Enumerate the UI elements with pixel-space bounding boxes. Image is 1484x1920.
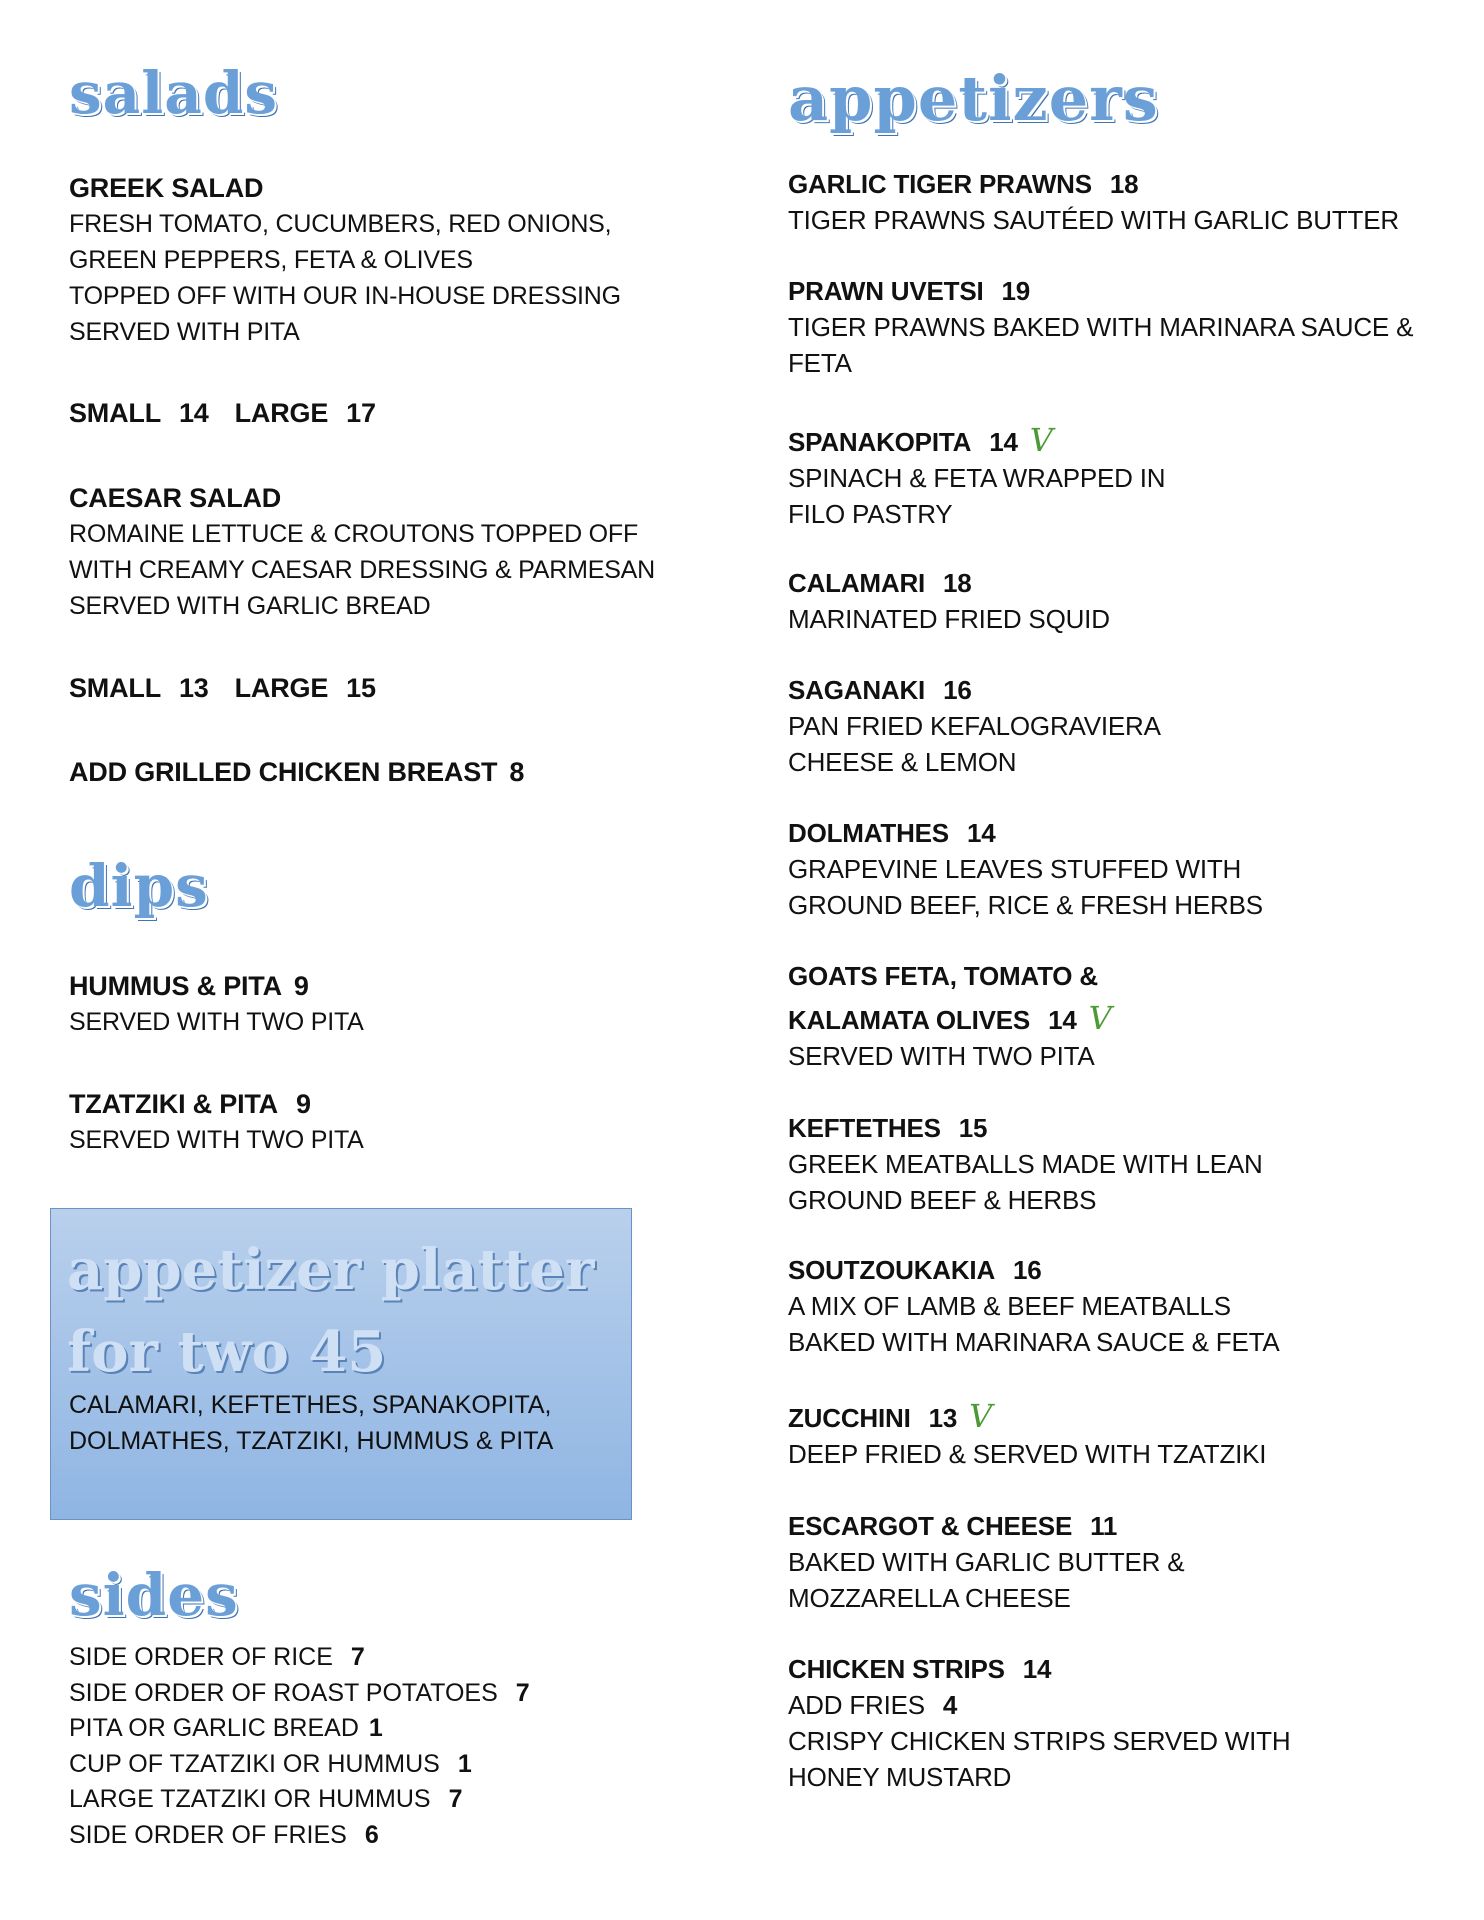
size-large-label: LARGE xyxy=(234,398,329,428)
appetizer-calamari: CALAMARI 18 MARINATED FRIED SQUID xyxy=(788,568,1110,634)
size-small-price: 14 xyxy=(178,398,209,428)
list-item: PITA OR GARLIC BREAD 1 xyxy=(69,1714,383,1742)
caesar-salad-sizes xyxy=(69,670,376,706)
caesar-salad-desc-1: ROMAINE LETTUCE & CROUTONS TOPPED OFF xyxy=(69,520,639,548)
size-large-price: 15 xyxy=(346,673,376,703)
dip-desc: SERVED WITH TWO PITA xyxy=(69,1126,364,1154)
appetizer-garlic-tiger-prawns: GARLIC TIGER PRAWNS 18 TIGER PRAWNS SAUTÉED WITH GARLIC BUTTER xyxy=(788,169,1399,235)
greek-salad-desc-4: SERVED WITH PITA xyxy=(69,318,300,346)
platter-desc xyxy=(69,1387,553,1459)
appetizer-dolmathes: DOLMATHES 14 GRAPEVINE LEAVES STUFFED WITH GROUND BEEF, RICE & FRESH HERBS xyxy=(788,818,1263,920)
size-small-label: SMALL xyxy=(69,673,161,703)
sides-list xyxy=(69,1640,530,1853)
greek-salad-sizes xyxy=(69,395,376,431)
add-chicken-price: 8 xyxy=(509,757,525,787)
dips-heading: dips xyxy=(69,852,209,920)
dip-name: TZATZIKI & PITA xyxy=(69,1089,278,1119)
vegetarian-mark: V xyxy=(1029,421,1053,459)
platter-title xyxy=(67,1229,594,1393)
list-item: SIDE ORDER OF RICE 7 xyxy=(69,1643,365,1671)
appetizer-saganaki: SAGANAKI 16 PAN FRIED KEFALOGRAVIERA CHEESE & LEMON xyxy=(788,675,1161,777)
size-small-price: 13 xyxy=(178,673,209,703)
dip-item xyxy=(69,968,364,1040)
list-item: LARGE TZATZIKI OR HUMMUS 7 xyxy=(69,1785,463,1813)
appetizer-escargot-cheese: ESCARGOT & CHEESE 11 BAKED WITH GARLIC BUTTER & MOZZARELLA CHEESE xyxy=(788,1511,1185,1613)
appetizer-chicken-strips: CHICKEN STRIPS 14 ADD FRIES 4 CRISPY CHICKEN STRIPS SERVED WITH HONEY MUSTARD xyxy=(788,1654,1291,1792)
vegetarian-mark: V xyxy=(1088,999,1112,1037)
greek-salad-desc-2: GREEN PEPPERS, FETA & OLIVES xyxy=(69,246,473,274)
appetizer-zucchini: ZUCCHINI 13 V DEEP FRIED & SERVED WITH TZATZIKI xyxy=(788,1397,1267,1469)
dip-price: 9 xyxy=(295,1089,311,1119)
platter-title-line-2: for two 45 xyxy=(67,1319,387,1385)
sides-heading: sides xyxy=(69,1561,239,1629)
dip-item xyxy=(69,1086,364,1158)
platter-desc-line-1: CALAMARI, KEFTETHES, SPANAKOPITA, xyxy=(69,1391,552,1419)
caesar-salad-name: CAESAR SALAD xyxy=(69,483,282,513)
appetizer-platter-box xyxy=(50,1208,632,1520)
caesar-salad-desc-2: WITH CREAMY CAESAR DRESSING & PARMESAN xyxy=(69,556,656,584)
list-item: SIDE ORDER OF FRIES 6 xyxy=(69,1820,379,1849)
dip-desc: SERVED WITH TWO PITA xyxy=(69,1008,364,1036)
list-item: SIDE ORDER OF ROAST POTATOES 7 xyxy=(69,1678,530,1707)
add-chicken xyxy=(69,754,524,790)
size-large-price: 17 xyxy=(346,398,376,428)
dip-price: 9 xyxy=(293,971,309,1001)
add-chicken-label: ADD GRILLED CHICKEN BREAST xyxy=(69,757,498,787)
size-large-label: LARGE xyxy=(234,673,329,703)
appetizer-spanakopita: SPANAKOPITA 14 V SPINACH & FETA WRAPPED IN FILO PASTRY xyxy=(788,421,1166,529)
dip-name: HUMMUS & PITA xyxy=(69,971,282,1001)
size-small-label: SMALL xyxy=(69,398,161,428)
list-item: CUP OF TZATZIKI OR HUMMUS 1 xyxy=(69,1749,472,1778)
appetizer-keftethes: KEFTETHES 15 GREEK MEATBALLS MADE WITH LEAN GROUND BEEF & HERBS xyxy=(788,1113,1263,1215)
appetizer-goats-feta: GOATS FETA, TOMATO & KALAMATA OLIVES 14 V SERVED WITH TWO PITA xyxy=(788,961,1112,1071)
appetizers-heading: appetizers xyxy=(788,62,1159,135)
caesar-salad xyxy=(69,480,655,624)
greek-salad-name: GREEK SALAD xyxy=(69,173,264,203)
caesar-salad-desc-3: SERVED WITH GARLIC BREAD xyxy=(69,592,431,620)
greek-salad-desc-3: TOPPED OFF WITH OUR IN-HOUSE DRESSING xyxy=(69,282,621,310)
greek-salad-desc-1: FRESH TOMATO, CUCUMBERS, RED ONIONS, xyxy=(69,210,612,238)
platter-title-line-1: appetizer platter xyxy=(67,1237,595,1303)
greek-salad xyxy=(69,170,621,350)
vegetarian-mark: V xyxy=(969,1397,993,1435)
appetizer-prawn-uvetsi: PRAWN UVETSI 19 TIGER PRAWNS BAKED WITH MARINARA SAUCE & FETA xyxy=(788,276,1414,378)
platter-desc-line-2: DOLMATHES, TZATZIKI, HUMMUS & PITA xyxy=(69,1427,554,1455)
salads-heading: salads xyxy=(69,59,279,127)
appetizer-soutzoukakia: SOUTZOUKAKIA 16 A MIX OF LAMB & BEEF MEATBALLS BAKED WITH MARINARA SAUCE & FETA xyxy=(788,1255,1280,1357)
